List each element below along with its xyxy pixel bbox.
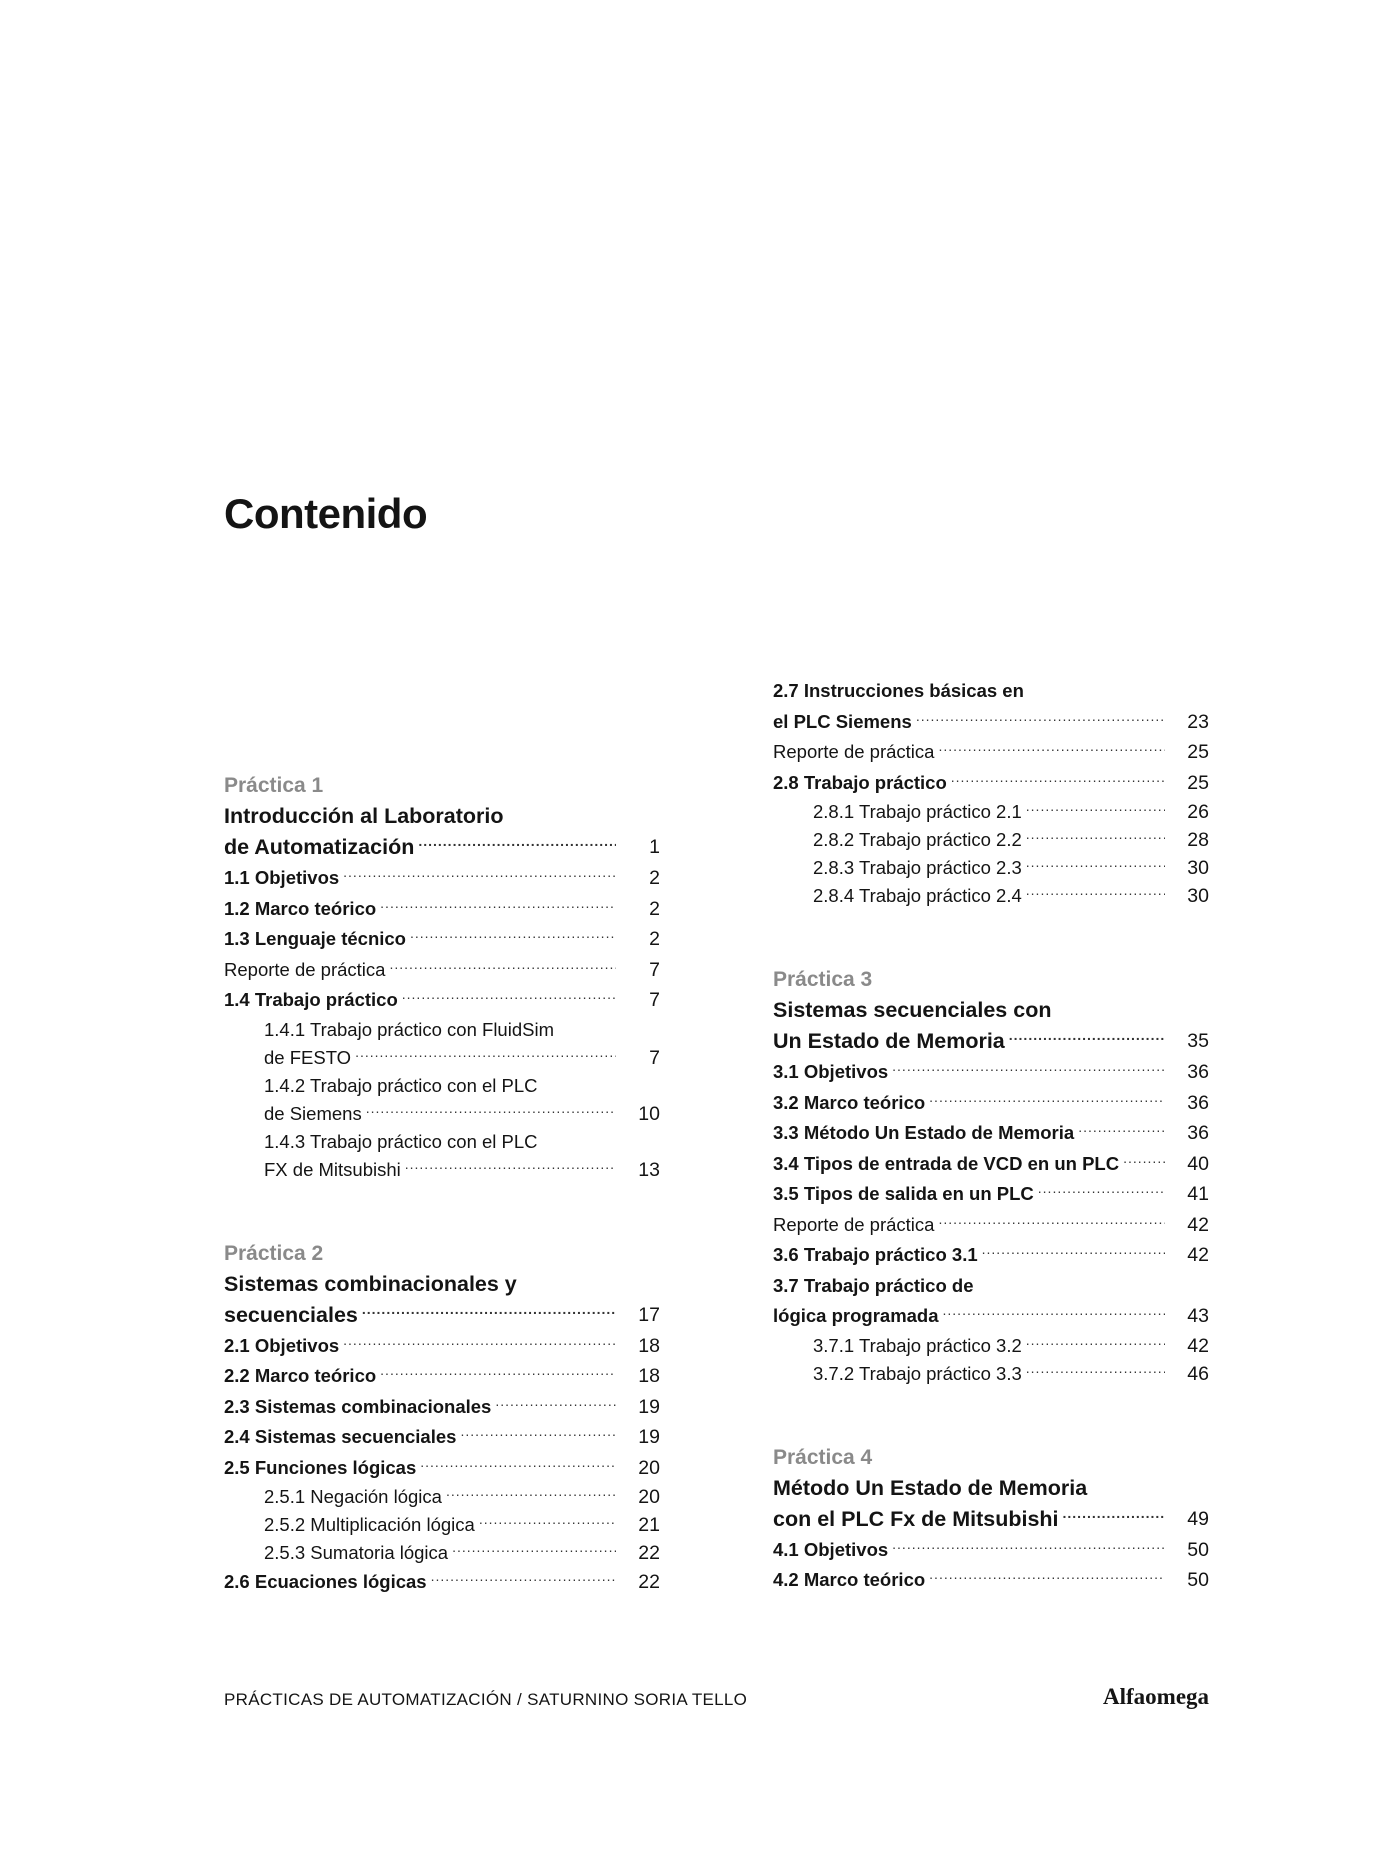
toc-entry-text: Reporte de práctica	[773, 741, 935, 762]
dot-leader	[343, 857, 616, 888]
toc-entry-text: 3.4 Tipos de entrada de VCD en un PLC	[773, 1152, 1120, 1174]
toc-section	[224, 1238, 660, 1598]
toc-entry-text: el PLC Siemens	[773, 710, 912, 732]
toc-page-number: 20	[638, 1486, 660, 1508]
dot-leader	[1026, 792, 1165, 820]
toc-page-number: 7	[649, 989, 660, 1011]
practice-label: Práctica 4	[773, 1445, 873, 1469]
dot-leader	[366, 1094, 616, 1122]
page-title: Contenido	[224, 490, 428, 537]
practice-title: Sistemas combinacionales y	[224, 1271, 517, 1296]
dot-leader	[420, 1447, 616, 1478]
toc-entry-text: Reporte de práctica	[224, 958, 386, 980]
toc-entry-text: 2.5.2 Multiplicación lógica	[264, 1514, 475, 1535]
toc-page-number: 50	[1187, 1538, 1209, 1561]
toc-entry[interactable]	[773, 882, 1209, 910]
practice-title: Introducción al Laboratorio	[224, 804, 504, 828]
dot-leader	[892, 1051, 1165, 1082]
toc-entry-text: de Automatización	[224, 835, 415, 859]
dot-leader	[1123, 1143, 1165, 1174]
publisher-logo: Alfaomega	[1103, 1684, 1210, 1709]
toc-page-number: 2	[649, 867, 660, 889]
dot-leader	[1063, 1498, 1165, 1529]
dot-leader	[938, 731, 1165, 762]
toc-entry-text: 3.1 Objetivos	[773, 1061, 889, 1082]
toc-section	[224, 770, 660, 1184]
toc-entry[interactable]	[224, 985, 660, 1016]
toc-entry-text: Un Estado de Memoria	[773, 1029, 1005, 1053]
toc-entry-text: 3.7.2 Trabajo práctico 3.3	[813, 1362, 1022, 1384]
dot-leader	[380, 1355, 616, 1386]
dot-leader	[892, 1529, 1165, 1560]
dot-leader	[1038, 1173, 1165, 1204]
toc-page-number: 21	[638, 1514, 660, 1536]
toc-entry-text: de FESTO	[264, 1046, 352, 1068]
toc-entry-text: FX de Mitsubishi	[264, 1158, 401, 1180]
dot-leader	[495, 1386, 616, 1417]
toc-page-number: 49	[1187, 1507, 1209, 1530]
toc-page-number: 2	[649, 928, 660, 950]
dot-leader	[938, 1204, 1165, 1235]
toc-page-number: 20	[638, 1456, 660, 1479]
toc-section	[773, 676, 1209, 910]
toc-entry-text: 4.1 Objetivos	[773, 1538, 889, 1560]
toc-entry-text: 2.8.2 Trabajo práctico 2.2	[813, 829, 1022, 850]
toc-page-number: 7	[649, 1046, 660, 1069]
toc-entry-text: de Siemens	[264, 1102, 362, 1124]
toc-entry-text: con el PLC Fx de Mitsubishi	[773, 1506, 1059, 1531]
toc-page-number: 10	[638, 1102, 660, 1125]
toc-page-number: 30	[1187, 885, 1209, 907]
toc-entry-text: 3.2 Marco teórico	[773, 1091, 926, 1113]
toc-page-number: 26	[1187, 801, 1209, 823]
toc-entry-text: 2.6 Ecuaciones lógicas	[224, 1571, 427, 1592]
toc-entry-text: 2.8 Trabajo práctico	[773, 771, 947, 793]
toc-page-number: 50	[1187, 1569, 1209, 1591]
toc-entry-text: 2.8.3 Trabajo práctico 2.3	[813, 857, 1022, 878]
toc-entry-text: 1.4 Trabajo práctico	[224, 989, 398, 1010]
toc-entry-text: lógica programada	[773, 1305, 939, 1326]
toc-page-number: 41	[1187, 1183, 1209, 1205]
toc-page-number: 22	[638, 1571, 660, 1593]
practice-title: Sistemas secuenciales con	[773, 998, 1052, 1022]
toc-entry-line: 1.4.3 Trabajo práctico con el PLC	[264, 1130, 538, 1152]
practice-label: Práctica 3	[773, 968, 873, 991]
toc-entry-text: 2.8.1 Trabajo práctico 2.1	[813, 801, 1022, 822]
toc-entry-text: 2.1 Objetivos	[224, 1334, 340, 1356]
toc-entry-text: 2.5.1 Negación lógica	[264, 1486, 442, 1507]
dot-leader	[380, 888, 616, 919]
toc-entry-text: 2.2 Marco teórico	[224, 1365, 377, 1386]
toc-entry-line: 1.4.1 Trabajo práctico con FluidSim	[264, 1018, 554, 1040]
dot-leader	[405, 1150, 616, 1178]
dot-leader	[389, 949, 616, 980]
toc-entry-text: 1.1 Objetivos	[224, 867, 340, 888]
toc-entry-text: secuenciales	[224, 1302, 358, 1327]
practice-label: Práctica 2	[224, 1241, 324, 1265]
toc-entry-text: 3.5 Tipos de salida en un PLC	[773, 1183, 1034, 1204]
toc-entry[interactable]	[224, 1567, 660, 1598]
toc-page-number: 17	[638, 1303, 660, 1326]
toc-entry-text: 2.4 Sistemas secuenciales	[224, 1426, 457, 1447]
practice-title: Método Un Estado de Memoria	[773, 1475, 1088, 1500]
dot-leader	[402, 979, 616, 1010]
toc-page-number: 40	[1187, 1152, 1209, 1175]
toc-section	[773, 1442, 1209, 1596]
dot-leader	[929, 1559, 1165, 1590]
dot-leader	[1026, 876, 1165, 904]
toc-page-number: 18	[638, 1334, 660, 1357]
dot-leader	[916, 701, 1165, 732]
toc-entry-text: 4.2 Marco teórico	[773, 1569, 926, 1590]
dot-leader	[343, 1325, 616, 1356]
dot-leader	[1009, 1020, 1165, 1051]
toc-page-number: 13	[638, 1158, 660, 1181]
dot-leader	[1026, 848, 1165, 876]
toc-entry-text: Reporte de práctica	[773, 1213, 935, 1235]
toc-left-column	[224, 770, 660, 1598]
dot-leader	[943, 1295, 1165, 1326]
toc-entry-text: 1.2 Marco teórico	[224, 897, 377, 919]
toc-page-number: 1	[649, 836, 660, 858]
toc-entry-text: 2.5 Funciones lógicas	[224, 1456, 417, 1478]
toc-page-number: 7	[649, 958, 660, 981]
dot-leader	[479, 1505, 616, 1533]
toc-page-number: 25	[1187, 771, 1209, 794]
toc-entry[interactable]	[224, 1044, 660, 1072]
dot-leader	[431, 1561, 616, 1592]
toc-entry-text: 3.7.1 Trabajo práctico 3.2	[813, 1334, 1022, 1356]
toc-entry[interactable]	[224, 1156, 660, 1184]
dot-leader	[929, 1082, 1165, 1113]
toc-page-number: 36	[1187, 1091, 1209, 1114]
dot-leader	[418, 826, 616, 857]
dot-leader	[362, 1294, 616, 1325]
toc-page-number: 36	[1187, 1061, 1209, 1083]
toc-entry-line: 2.7 Instrucciones básicas en	[773, 680, 1024, 701]
toc-page-number: 43	[1187, 1305, 1209, 1327]
toc-entry[interactable]	[773, 1565, 1209, 1596]
toc-page-number: 42	[1187, 1213, 1209, 1236]
practice-label: Práctica 1	[224, 774, 324, 797]
toc-page-number: 18	[638, 1365, 660, 1387]
toc-entry[interactable]	[773, 1240, 1209, 1271]
toc-page-number: 25	[1187, 741, 1209, 763]
dot-leader	[1078, 1112, 1165, 1143]
toc-page-number: 22	[638, 1542, 660, 1564]
toc-page-number: 30	[1187, 857, 1209, 879]
toc-page-number: 35	[1187, 1030, 1209, 1052]
book-footer: PRÁCTICAS DE AUTOMATIZACIÓN / SATURNINO SORIA TELLO	[224, 1690, 748, 1709]
toc-page-number: 19	[638, 1426, 660, 1448]
dot-leader	[1026, 820, 1165, 848]
dot-leader	[1026, 1354, 1165, 1382]
dot-leader	[355, 1038, 616, 1066]
toc-entry[interactable]	[224, 1100, 660, 1128]
dot-leader	[982, 1234, 1165, 1265]
dot-leader	[1026, 1326, 1165, 1354]
dot-leader	[951, 762, 1165, 793]
toc-entry-line: 1.4.2 Trabajo práctico con el PLC	[264, 1074, 538, 1096]
dot-leader	[452, 1533, 616, 1561]
dot-leader	[446, 1477, 616, 1505]
toc-section	[773, 964, 1209, 1388]
toc-entry-text: 2.5.3 Sumatoria lógica	[264, 1542, 449, 1563]
toc-entry-text: 2.3 Sistemas combinacionales	[224, 1395, 492, 1417]
dot-leader	[460, 1416, 616, 1447]
toc-entry-text: 2.8.4 Trabajo práctico 2.4	[813, 885, 1022, 906]
toc-entry-text: 1.3 Lenguaje técnico	[224, 928, 406, 949]
toc-page-number: 42	[1187, 1334, 1209, 1357]
toc-page-number: 2	[649, 897, 660, 920]
toc-page-number: 42	[1187, 1244, 1209, 1266]
toc-entry[interactable]	[773, 1360, 1209, 1388]
toc-entry-text: 3.3 Método Un Estado de Memoria	[773, 1122, 1075, 1143]
toc-page-number: 36	[1187, 1122, 1209, 1144]
toc-entry-line: 3.7 Trabajo práctico de	[773, 1274, 974, 1296]
toc-page-number: 28	[1187, 829, 1209, 851]
toc-page-number: 46	[1187, 1362, 1209, 1385]
dot-leader	[410, 918, 616, 949]
toc-entry-text: 3.6 Trabajo práctico 3.1	[773, 1244, 978, 1265]
toc-page-number: 23	[1187, 710, 1209, 733]
toc-right-column	[773, 676, 1209, 1596]
toc-page-number: 19	[638, 1395, 660, 1418]
